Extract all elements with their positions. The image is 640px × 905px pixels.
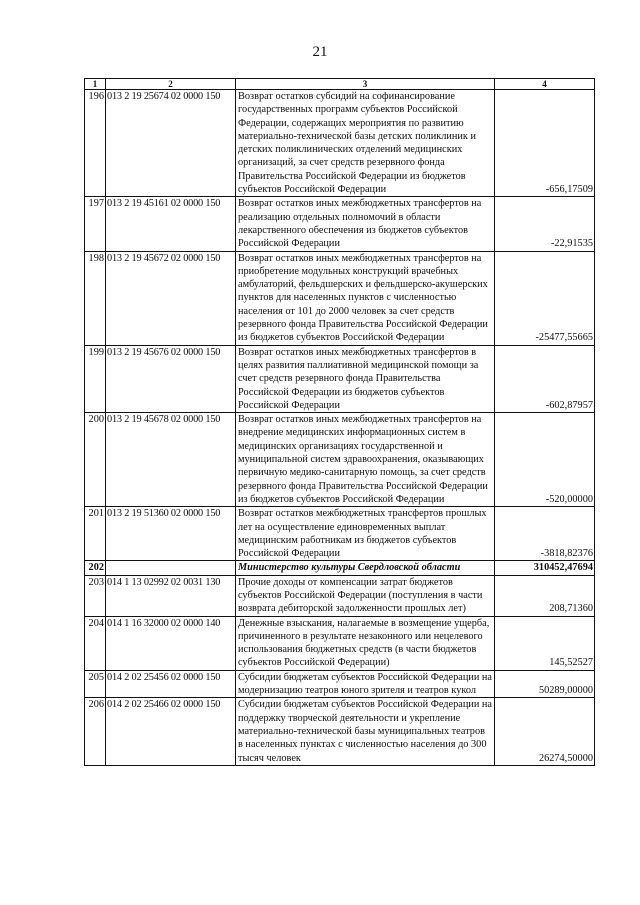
header-row — [85, 79, 595, 90]
row-description: Министерство культуры Свердловской области — [236, 561, 495, 575]
header-col-3: 3 — [236, 79, 495, 90]
row-amount: -520,00000 — [495, 413, 595, 507]
row-code: 013 2 19 45676 02 0000 150 — [106, 345, 236, 412]
row-description: Прочие доходы от компенсации затрат бюджетов субъектов Российской Федерации (поступления в части возврата дебиторской задолженности прошлых лет) — [236, 575, 495, 616]
row-code — [106, 561, 236, 575]
row-amount: 208,71360 — [495, 575, 595, 616]
row-amount: 145,52527 — [495, 616, 595, 670]
row-number: 202 — [85, 561, 106, 575]
row-number: 198 — [85, 251, 106, 345]
row-amount: -25477,55665 — [495, 251, 595, 345]
row-amount: -602,87957 — [495, 345, 595, 412]
row-description: Возврат остатков иных межбюджетных трансфертов на реализацию отдельных полномочий в области лекарственного обеспечения из бюджетов субъектов Российской Федерации — [236, 197, 495, 251]
row-description: Возврат остатков субсидий на софинансирование государственных программ субъектов Российской Федерации, содержащих мероприятия по развитию материально-технической базы детских поликлиник и детских поликлинических отделений медицинских организаций, за счет средств резервного фонда Правительства Российской Федерации из бюджетов субъектов Российской Федерации — [236, 90, 495, 197]
row-number: 205 — [85, 670, 106, 698]
row-number: 201 — [85, 507, 106, 561]
table-row — [85, 561, 595, 575]
header-col-1: 1 — [85, 79, 106, 90]
row-description: Возврат остатков межбюджетных трансфертов прошлых лет на осуществление единовременных выплат медицинским работникам из бюджетов субъектов Российской Федерации — [236, 507, 495, 561]
row-description: Субсидии бюджетам субъектов Российской Федерации на поддержку творческой деятельности и укрепление материально-технической базы муниципальных театров в населенных пунктах с численностью населения до 300 тысяч человек — [236, 698, 495, 765]
row-number: 204 — [85, 616, 106, 670]
row-description: Субсидии бюджетам субъектов Российской Федерации на модернизацию театров юного зрителя и театров кукол — [236, 670, 495, 698]
row-number: 200 — [85, 413, 106, 507]
row-number: 199 — [85, 345, 106, 412]
row-code: 013 2 19 45672 02 0000 150 — [106, 251, 236, 345]
table-row — [85, 670, 595, 698]
table-row — [85, 507, 595, 561]
row-description: Возврат остатков иных межбюджетных трансфертов на внедрение медицинских информационных систем в медицинских организациях государственной и муниципальной систем здравоохранения, оказывающих первичную медико-санитарную помощь, за счет средств резервного фонда Правительства Российской Федерации из бюджетов субъектов Российской Федерации — [236, 413, 495, 507]
row-amount: 26274,50000 — [495, 698, 595, 765]
page-number: 21 — [312, 44, 328, 60]
table-row — [85, 197, 595, 251]
row-amount: 310452,47694 — [495, 561, 595, 575]
table-row — [85, 413, 595, 507]
row-code: 014 2 02 25466 02 0000 150 — [106, 698, 236, 765]
table-row — [85, 575, 595, 616]
row-number: 206 — [85, 698, 106, 765]
row-code: 013 2 19 45161 02 0000 150 — [106, 197, 236, 251]
row-amount: -22,91535 — [495, 197, 595, 251]
row-description: Возврат остатков иных межбюджетных трансфертов в целях развития паллиативной медицинской помощи за счет средств резервного фонда Правительства Российской Федерации из бюджетов субъектов Российской Федерации — [236, 345, 495, 412]
row-code: 013 2 19 45678 02 0000 150 — [106, 413, 236, 507]
row-number: 203 — [85, 575, 106, 616]
row-number: 196 — [85, 90, 106, 197]
table-row — [85, 90, 595, 197]
header-col-2: 2 — [106, 79, 236, 90]
row-code: 013 2 19 25674 02 0000 150 — [106, 90, 236, 197]
row-number: 197 — [85, 197, 106, 251]
header-col-4: 4 — [495, 79, 595, 90]
row-code: 014 2 02 25456 02 0000 150 — [106, 670, 236, 698]
row-code: 014 1 16 32000 02 0000 140 — [106, 616, 236, 670]
table-row — [85, 345, 595, 412]
row-amount: 50289,00000 — [495, 670, 595, 698]
table-row — [85, 251, 595, 345]
row-description: Денежные взыскания, налагаемые в возмещение ущерба, причиненного в результате незаконного или нецелевого использования бюджетных средств (в части бюджетов субъектов Российской Федерации) — [236, 616, 495, 670]
row-amount: -3818,82376 — [495, 507, 595, 561]
row-amount: -656,17509 — [495, 90, 595, 197]
budget-table — [84, 78, 595, 766]
table-row — [85, 698, 595, 765]
row-code: 013 2 19 51360 02 0000 150 — [106, 507, 236, 561]
row-code: 014 1 13 02992 02 0031 130 — [106, 575, 236, 616]
table-row — [85, 616, 595, 670]
row-description: Возврат остатков иных межбюджетных трансфертов на приобретение модульных конструкций врачебных амбулаторий, фельдшерских и фельдшерско-акушерских пунктов для населенных пунктов с численностью населения от 101 до 2000 человек за счет средств резервного фонда Правительства Российской Федерации из бюджетов субъектов Российской Федерации — [236, 251, 495, 345]
